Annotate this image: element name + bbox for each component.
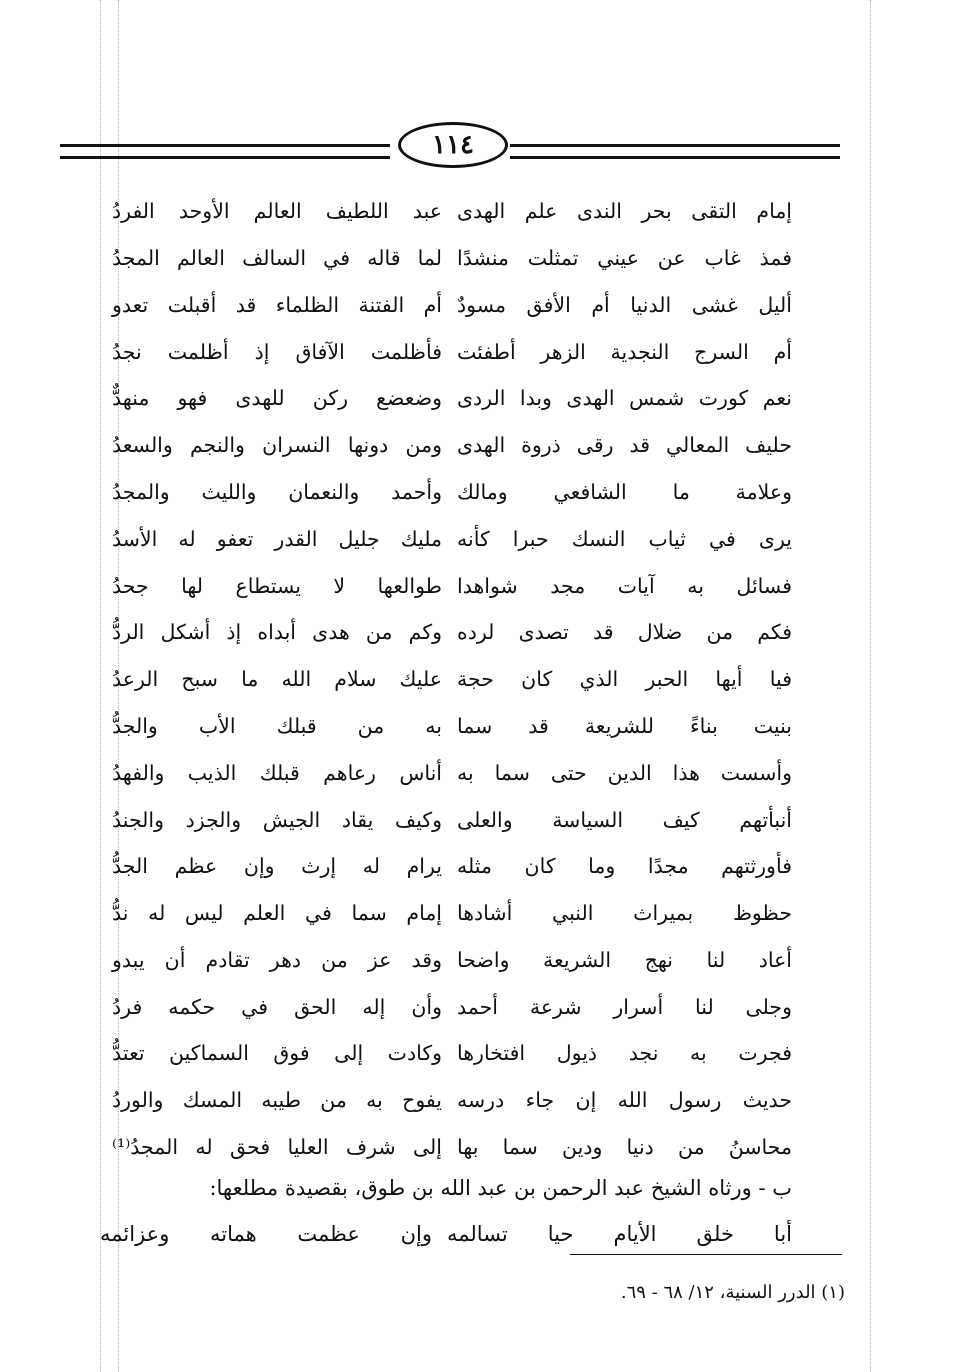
verse-row xyxy=(112,516,792,563)
footnote-rule xyxy=(570,1254,842,1255)
verse-row xyxy=(112,750,792,797)
verse-first-hemistich: وعلامة ما الشافعي ومالك xyxy=(457,479,792,504)
verse-second-hemistich: ومن دونها النسران والنجم والسعدُ xyxy=(112,433,442,458)
verse-first-hemistich: حليف المعالي قد رقى ذروة الهدى xyxy=(457,433,792,458)
verse-first-hemistich: فكم من ضلال قد تصدى لرده xyxy=(457,620,792,645)
page-number: ١١٤ xyxy=(398,122,508,168)
verse-second-hemistich: أم الفتنة الظلماء قد أقبلت تعدو xyxy=(112,292,442,317)
verse-second-hemistich: وقد عز من دهر تقادم أن يبدو xyxy=(112,947,442,972)
verse-row xyxy=(112,562,792,609)
verse-row xyxy=(112,984,792,1031)
header-rule-right xyxy=(510,144,840,159)
verse-second-hemistich: وضعضع ركن للهدى فهو منهدٌّ xyxy=(112,386,442,411)
verse-first-hemistich: وأسست هذا الدين حتى سما به xyxy=(457,760,792,785)
verse-second-hemistich: عليك سلام الله ما سبح الرعدُ xyxy=(112,667,442,692)
verse-row xyxy=(112,703,792,750)
verse-first-hemistich: يرى في ثياب النسك حبرا كأنه xyxy=(457,526,792,551)
verse-row xyxy=(112,375,792,422)
page-header xyxy=(60,120,840,170)
opening-verse-first: أبا خلق الأيام حيا تسالمه xyxy=(447,1222,792,1246)
verse-second-hemistich: وأحمد والنعمان والليث والمجدُ xyxy=(112,479,442,504)
verse-row xyxy=(112,188,792,235)
verse-row xyxy=(112,422,792,469)
verse-row xyxy=(112,937,792,984)
verse-first-hemistich: فيا أيها الحبر الذي كان حجة xyxy=(457,667,792,692)
verse-first-hemistich: وجلى لنا أسرار شرعة أحمد xyxy=(457,994,792,1019)
verse-row xyxy=(112,1077,792,1124)
verse-row xyxy=(112,843,792,890)
verse-row xyxy=(112,1030,792,1077)
verse-second-hemistich: يرام له إرث وإن عظم الجدُّ xyxy=(112,854,442,879)
verse-first-hemistich: أم السرج النجدية الزهر أطفئت xyxy=(457,339,792,364)
opening-verse-second: وإن عظمت هماته وعزائمه xyxy=(100,1222,432,1246)
verse-second-hemistich: لما قاله في السالف العالم المجدُ xyxy=(112,245,442,270)
verse-first-hemistich: حظوظ بميراث النبي أشادها xyxy=(457,901,792,926)
verse-second-hemistich: يفوح به من طيبه المسك والوردُ xyxy=(112,1088,442,1113)
verse-second-hemistich: إلى شرف العليا فحق له المجدُ⁽¹⁾ xyxy=(112,1135,442,1160)
verse-row xyxy=(112,469,792,516)
verse-row xyxy=(112,328,792,375)
verse-row xyxy=(112,796,792,843)
verse-row xyxy=(112,282,792,329)
verse-row xyxy=(112,609,792,656)
verse-second-hemistich: وكم من هدى أبداه إذ أشكل الردُّ xyxy=(112,620,442,645)
verse-first-hemistich: بنيت بناءً للشريعة قد سما xyxy=(457,713,792,738)
verse-row xyxy=(112,1124,792,1171)
poem-verses xyxy=(112,188,792,1171)
intro-text: ب - ورثاه الشيخ عبد الرحمن بن عبد الله بن طوق، بقصيدة مطلعها: xyxy=(209,1176,792,1200)
verse-row xyxy=(112,656,792,703)
verse-second-hemistich: وكيف يقاد الجيش والجزد والجندُ xyxy=(112,807,442,832)
verse-first-hemistich: فمذ غاب عن عيني تمثلت منشدًا xyxy=(457,245,792,270)
verse-second-hemistich: إمام سما في العلم ليس له ندُّ xyxy=(112,901,442,926)
verse-first-hemistich: محاسنُ من دنيا ودين سما بها xyxy=(457,1135,792,1160)
header-rule-left xyxy=(60,144,390,159)
verse-first-hemistich: إمام التقى بحر الندى علم الهدى xyxy=(457,199,792,224)
scan-guide-line xyxy=(870,0,871,1372)
verse-second-hemistich: فأظلمت الآفاق إذ أظلمت نجدُ xyxy=(112,339,442,364)
verse-second-hemistich: مليك جليل القدر تعفو له الأسدُ xyxy=(112,526,442,551)
verse-first-hemistich: أليل غشى الدنيا أم الأفق مسودٌ xyxy=(457,292,792,317)
verse-row xyxy=(112,890,792,937)
verse-second-hemistich: وأن إله الحق في حكمه فردُ xyxy=(112,994,442,1019)
verse-second-hemistich: طوالعها لا يستطاع لها جحدُ xyxy=(112,573,442,598)
verse-first-hemistich: فسائل به آيات مجد شواهدا xyxy=(457,573,792,598)
verse-second-hemistich: أناس رعاهم قبلك الذيب والفهدُ xyxy=(112,760,442,785)
footnote: (١) الدرر السنية، ١٢/ ٦٨ - ٦٩. xyxy=(620,1282,845,1303)
verse-first-hemistich: أنبأتهم كيف السياسة والعلى xyxy=(457,807,792,832)
verse-first-hemistich: نعم كورت شمس الهدى وبدا الردى xyxy=(457,386,792,411)
verse-first-hemistich: فجرت به نجد ذيول افتخارها xyxy=(457,1041,792,1066)
verse-first-hemistich: أعاد لنا نهج الشريعة واضحا xyxy=(457,947,792,972)
verse-second-hemistich: به من قبلك الأب والجدُّ xyxy=(112,713,442,738)
verse-row xyxy=(112,235,792,282)
verse-first-hemistich: حديث رسول الله إن جاء درسه xyxy=(457,1088,792,1113)
verse-first-hemistich: فأورثتهم مجدًا وما كان مثله xyxy=(457,854,792,879)
opening-verse xyxy=(100,1222,792,1246)
scan-guide-line xyxy=(100,0,101,1372)
verse-second-hemistich: عبد اللطيف العالم الأوحد الفردُ xyxy=(112,199,442,224)
verse-second-hemistich: وكادت إلى فوق السماكين تعتدُّ xyxy=(112,1041,442,1066)
